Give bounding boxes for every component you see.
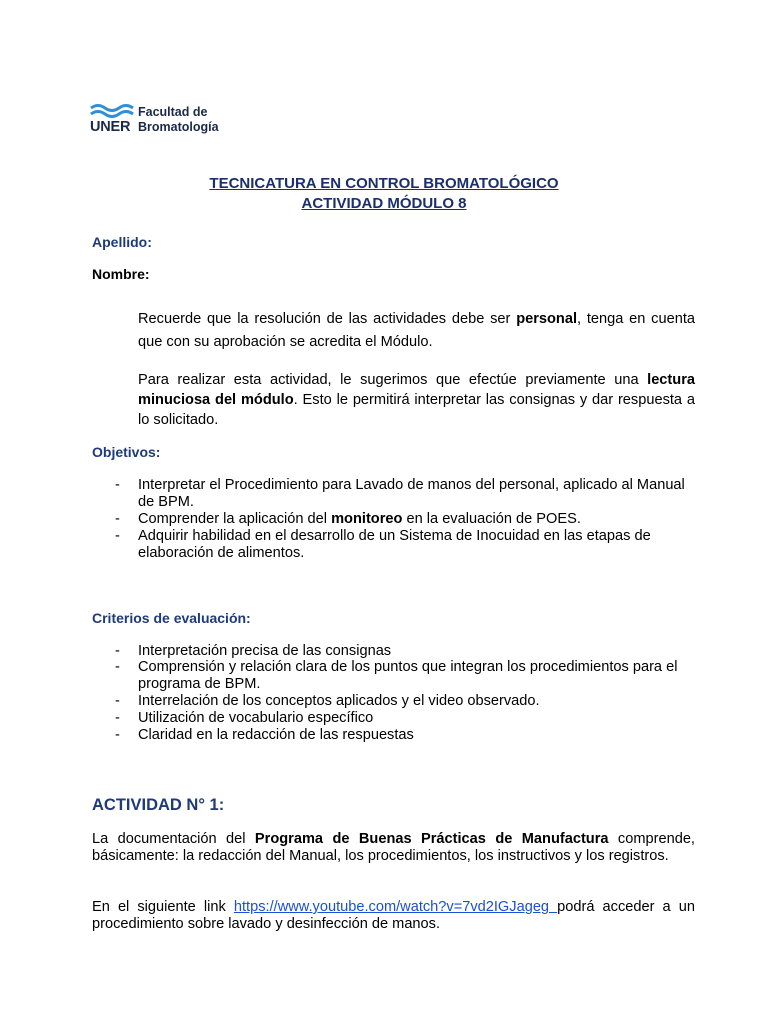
list-dash: - xyxy=(115,643,120,659)
actividad-heading: ACTIVIDAD N° 1: xyxy=(92,796,225,814)
logo-line1: Facultad de xyxy=(138,105,208,119)
actividad-paragraph-2: En el siguiente link https://www.youtube.com/watch?v=7vd2IGJageg podrá acceder a un procedimiento sobre lavado y desinfección de manos. xyxy=(92,899,695,932)
objetivo-item: Interpretar el Procedimiento para Lavado de manos del personal, aplicado al Manual de BPM. xyxy=(138,477,685,510)
list-dash: - xyxy=(115,528,120,544)
waves-icon xyxy=(90,102,134,120)
objetivo-item: Adquirir habilidad en el desarrollo de un Sistema de Inocuidad en las etapas de elaboración de alimentos. xyxy=(138,528,651,561)
document-subtitle: ACTIVIDAD MÓDULO 8 xyxy=(301,195,467,212)
note-1: Recuerde que la resolución de las actividades debe ser personal, tenga en cuenta que con su aprobación se acredita el Módulo. xyxy=(138,311,695,350)
logo-org: UNER xyxy=(90,119,131,135)
list-dash: - xyxy=(115,659,120,675)
criterio-item: Interpretación precisa de las consignas xyxy=(138,643,392,659)
logo-line2: Bromatología xyxy=(138,120,219,134)
list-dash: - xyxy=(115,511,120,527)
list-dash: - xyxy=(115,727,120,743)
apellido-label: Apellido: xyxy=(92,234,152,250)
list-dash: - xyxy=(115,693,120,709)
criterio-item: Comprensión y relación clara de los puntos que integran los procedimientos para el programa de BPM. xyxy=(138,659,678,692)
note-2: Para realizar esta actividad, le sugerimos que efectúe previamente una lectura minuciosa del módulo. Esto le permitirá interpretar las consignas y dar respuesta a lo solicitado. xyxy=(138,372,696,428)
document-title: TECNICATURA EN CONTROL BROMATOLÓGICO xyxy=(209,175,559,192)
nombre-label: Nombre: xyxy=(92,266,150,282)
uner-logo xyxy=(90,102,240,136)
criterio-item: Claridad en la redacción de las respuestas xyxy=(138,727,414,743)
actividad-paragraph-1: La documentación del Programa de Buenas Prácticas de Manufactura comprende, básicamente: la redacción del Manual, los procedimientos, los instructivos y los registros. xyxy=(92,831,695,864)
list-dash: - xyxy=(115,710,120,726)
list-dash: - xyxy=(115,477,120,493)
video-link[interactable]: https://www.youtube.com/watch?v=7vd2IGJageg xyxy=(233,899,558,915)
criterio-item: Utilización de vocabulario específico xyxy=(138,710,374,726)
criterios-heading: Criterios de evaluación: xyxy=(92,610,251,626)
objetivo-item: Comprender la aplicación del monitoreo en la evaluación de POES. xyxy=(138,511,581,527)
objetivos-heading: Objetivos: xyxy=(92,444,161,460)
criterio-item: Interrelación de los conceptos aplicados y el video observado. xyxy=(138,693,540,709)
